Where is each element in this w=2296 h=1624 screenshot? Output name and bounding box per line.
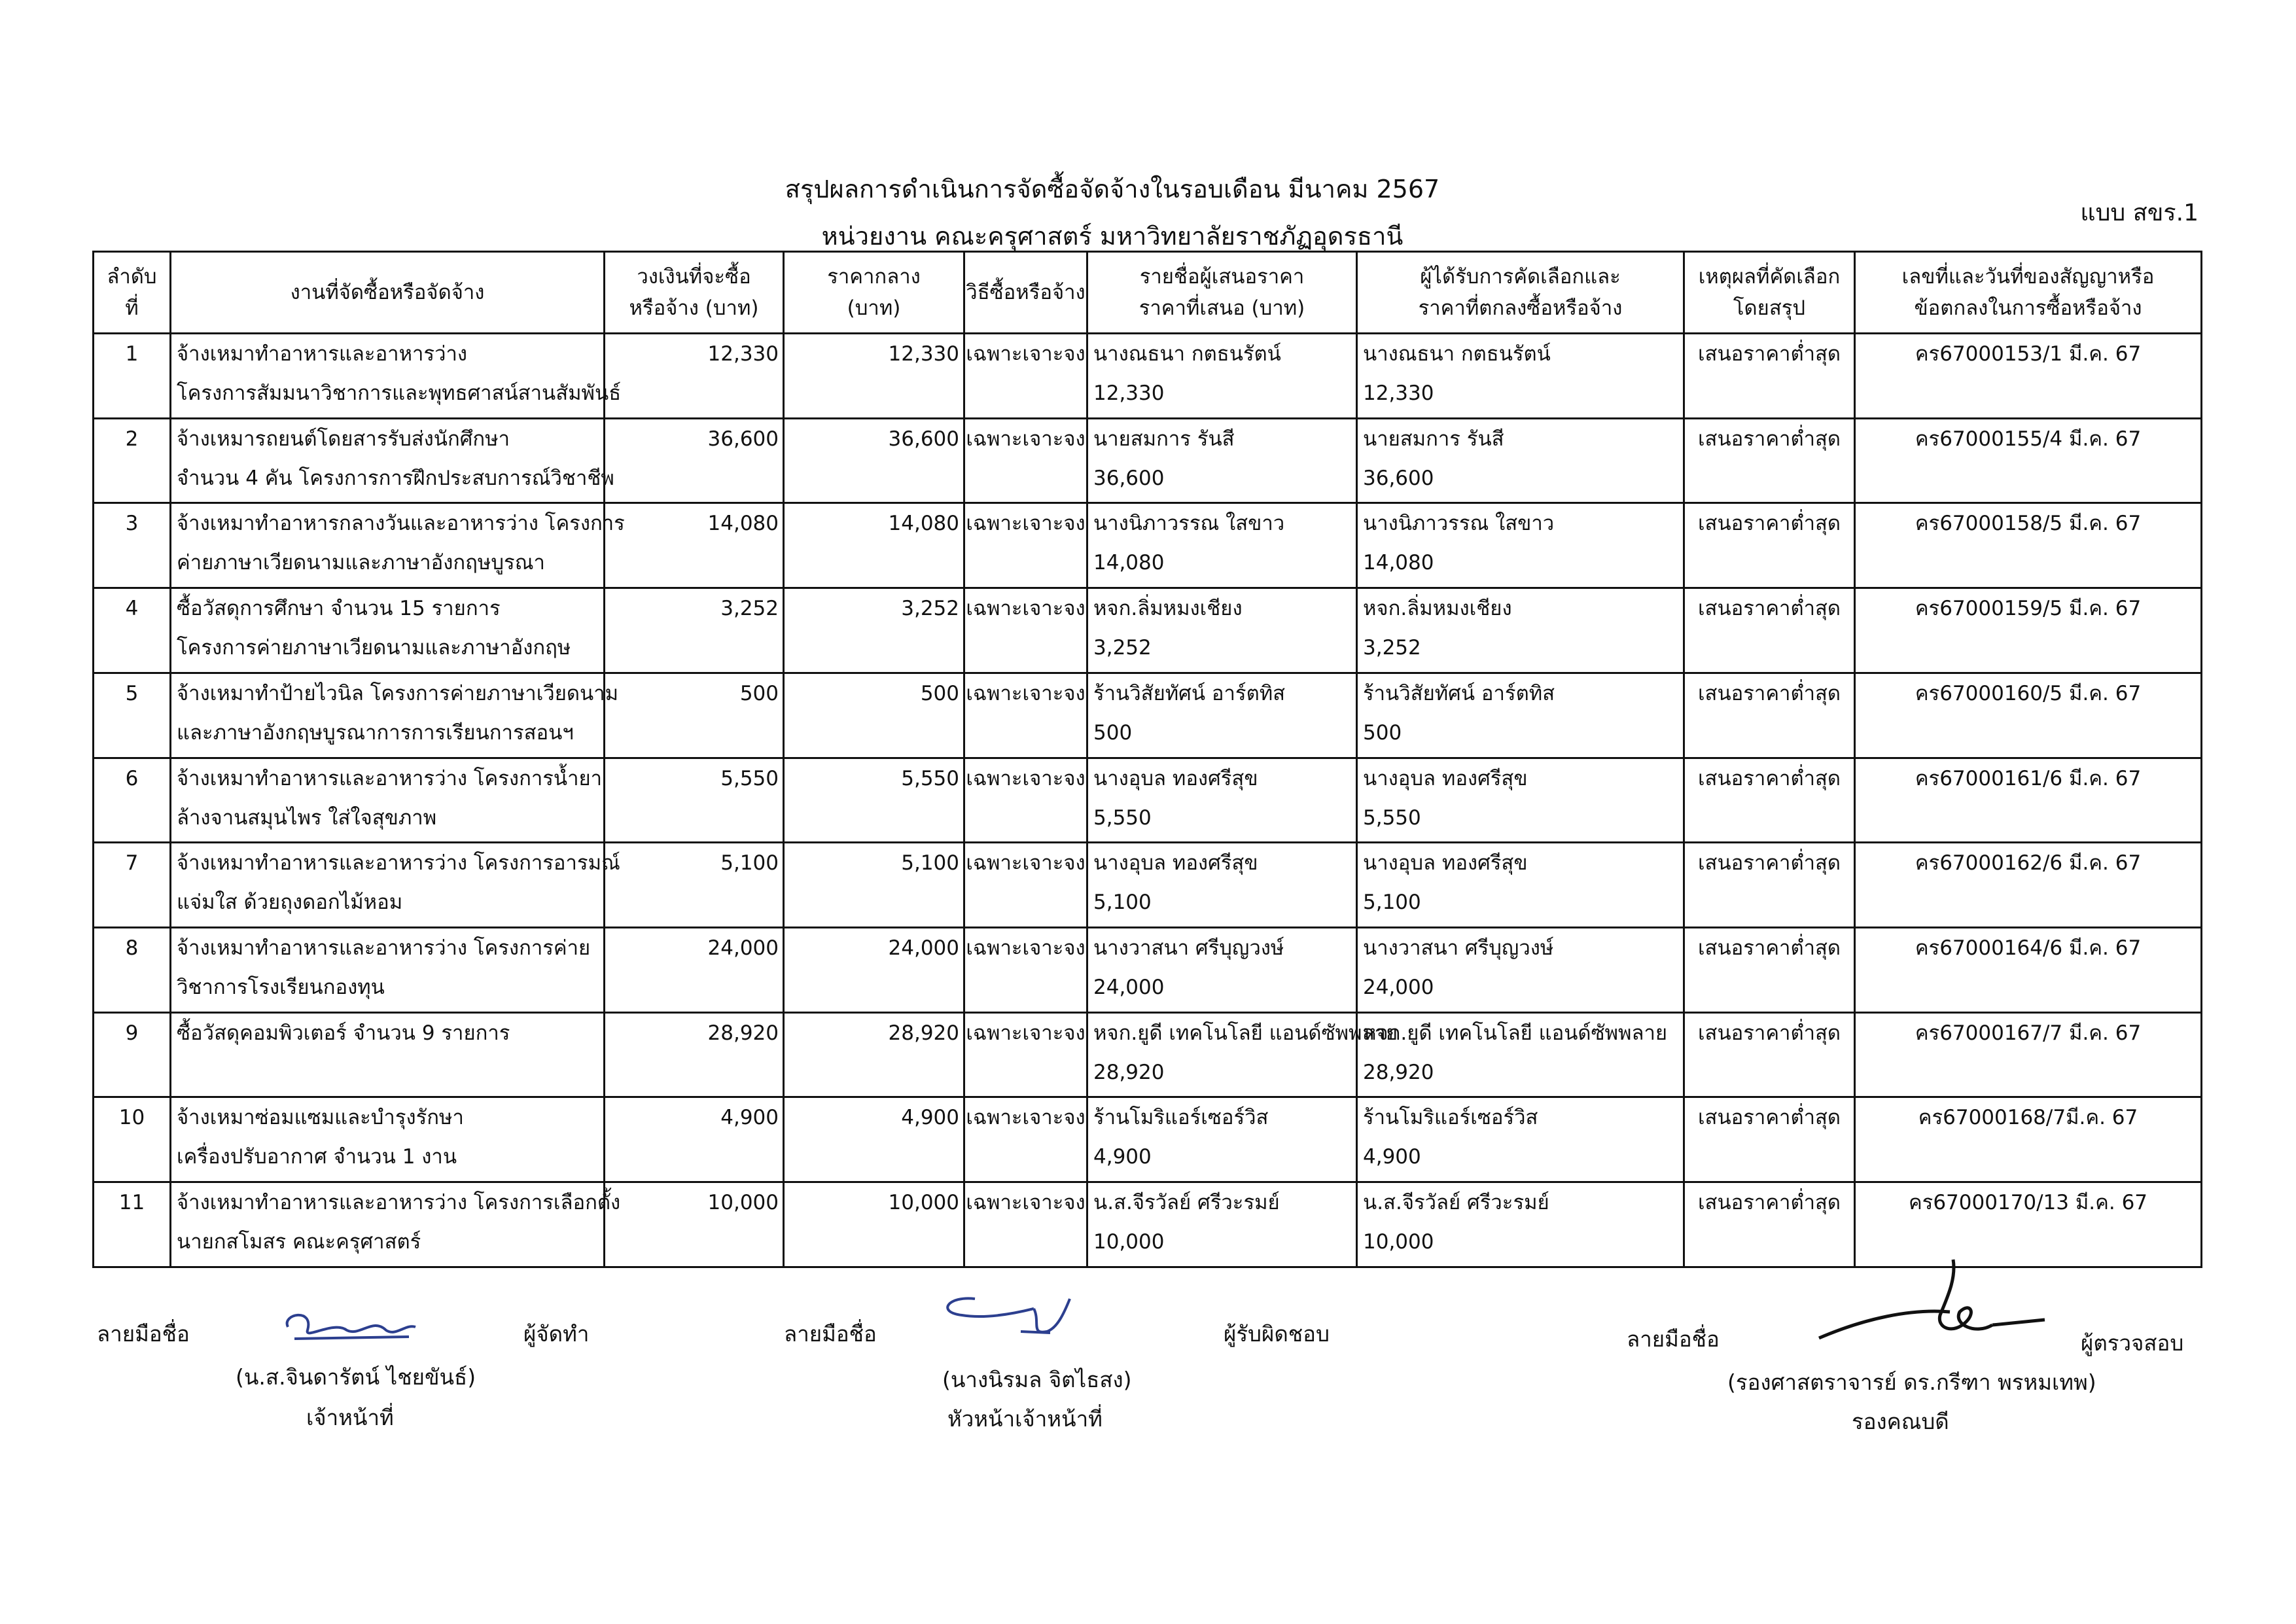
table-row	[94, 334, 2202, 419]
procurement-table	[92, 251, 2202, 1268]
cell-method: เฉพาะเจาะจง	[964, 503, 1087, 588]
table-row	[94, 758, 2202, 843]
middle-sign-position: หัวหน้าเจ้าหน้าที่	[947, 1406, 1103, 1432]
cell-no: 9	[94, 1012, 171, 1097]
cell-winner: หจก.ยูดี เทคโนโลยี แอนด์ซัพพลาย 28,920	[1357, 1012, 1684, 1097]
cell-budget: 36,600	[605, 418, 784, 503]
cell-no: 11	[94, 1182, 171, 1267]
cell-work: จ้างเหมารถยนต์โดยสารรับส่งนักศึกษา จำนวน 4 คัน โครงการการฝึกประสบการณ์วิชาชีพ	[171, 418, 605, 503]
cell-work: จ้างเหมาซ่อมแซมและบำรุงรักษา เครื่องปรับอากาศ จำนวน 1 งาน	[171, 1097, 605, 1182]
header-no: ลำดับ ที่	[94, 252, 171, 334]
cell-work: จ้างเหมาทำอาหารและอาหารว่าง โครงการค่าย วิชาการโรงเรียนกองทุน	[171, 928, 605, 1013]
middle-sign-role: ผู้รับผิดชอบ	[1224, 1321, 1330, 1347]
left-sign-label: ลายมือชื่อ	[97, 1321, 190, 1347]
cell-winner: หจก.ลิ่มหมงเชียง 3,252	[1357, 588, 1684, 673]
middle-sign-name: (นางนิรมล จิตไธสง)	[942, 1367, 1132, 1392]
cell-budget: 3,252	[605, 588, 784, 673]
cell-contract: คร67000164/6 มี.ค. 67	[1855, 928, 2202, 1013]
header-reason: เหตุผลที่คัดเลือก โดยสรุป	[1684, 252, 1855, 334]
table-row	[94, 588, 2202, 673]
right-sign-role: ผู้ตรวจสอบ	[2081, 1330, 2184, 1356]
left-sign-position: เจ้าหน้าที่	[306, 1405, 394, 1430]
cell-median: 14,080	[784, 503, 964, 588]
cell-budget: 5,550	[605, 758, 784, 843]
cell-method: เฉพาะเจาะจง	[964, 1097, 1087, 1182]
table-row	[94, 418, 2202, 503]
header-bidders: รายชื่อผู้เสนอราคา ราคาที่เสนอ (บาท)	[1087, 252, 1357, 334]
cell-contract: คร67000167/7 มี.ค. 67	[1855, 1012, 2202, 1097]
cell-median: 12,330	[784, 334, 964, 419]
cell-no: 8	[94, 928, 171, 1013]
header-work: งานที่จัดซื้อหรือจัดจ้าง	[171, 252, 605, 334]
cell-winner: นางวาสนา ศรีบุญวงษ์ 24,000	[1357, 928, 1684, 1013]
cell-method: เฉพาะเจาะจง	[964, 1012, 1087, 1097]
cell-contract: คร67000153/1 มี.ค. 67	[1855, 334, 2202, 419]
cell-bidder: ร้านวิสัยทัศน์ อาร์ตทิส 500	[1087, 673, 1357, 758]
form-code: แบบ สขร.1	[2080, 200, 2199, 226]
cell-bidder: ร้านโมริแอร์เซอร์วิส 4,900	[1087, 1097, 1357, 1182]
cell-no: 3	[94, 503, 171, 588]
table-row	[94, 928, 2202, 1013]
cell-contract: คร67000155/4 มี.ค. 67	[1855, 418, 2202, 503]
left-signature-image	[275, 1301, 425, 1353]
cell-method: เฉพาะเจาะจง	[964, 418, 1087, 503]
cell-bidder: นางอุบล ทองศรีสุข 5,100	[1087, 843, 1357, 928]
cell-work: จ้างเหมาทำป้ายไวนิล โครงการค่ายภาษาเวียดนาม และภาษาอังกฤษบูรณาการการเรียนการสอนฯ	[171, 673, 605, 758]
right-sign-name: (รองศาสตราจารย์ ดร.กรีฑา พรหมเทพ)	[1727, 1369, 2096, 1395]
cell-work: จ้างเหมาทำอาหารกลางวันและอาหารว่าง โครงการ ค่ายภาษาเวียดนามและภาษาอังกฤษบูรณา	[171, 503, 605, 588]
right-sign-label: ลายมือชื่อ	[1627, 1326, 1720, 1352]
cell-winner: นางอุบล ทองศรีสุข 5,550	[1357, 758, 1684, 843]
cell-winner: นายสมการ รันสี 36,600	[1357, 418, 1684, 503]
cell-median: 10,000	[784, 1182, 964, 1267]
cell-reason: เสนอราคาต่ำสุด	[1684, 588, 1855, 673]
cell-reason: เสนอราคาต่ำสุด	[1684, 334, 1855, 419]
cell-method: เฉพาะเจาะจง	[964, 673, 1087, 758]
page-subtitle: หน่วยงาน คณะครุศาสตร์ มหาวิทยาลัยราชภัฏอุดรธานี	[821, 222, 1404, 251]
cell-method: เฉพาะเจาะจง	[964, 588, 1087, 673]
cell-bidder: น.ส.จีรวัลย์ ศรีวะรมย์ 10,000	[1087, 1182, 1357, 1267]
cell-budget: 5,100	[605, 843, 784, 928]
cell-median: 5,100	[784, 843, 964, 928]
cell-contract: คร67000161/6 มี.ค. 67	[1855, 758, 2202, 843]
cell-contract: คร67000159/5 มี.ค. 67	[1855, 588, 2202, 673]
cell-no: 7	[94, 843, 171, 928]
cell-work: ซื้อวัสดุคอมพิวเตอร์ จำนวน 9 รายการ	[171, 1012, 605, 1097]
cell-no: 1	[94, 334, 171, 419]
cell-winner: นางนิภาวรรณ ใสขาว 14,080	[1357, 503, 1684, 588]
cell-bidder: หจก.ยูดี เทคโนโลยี แอนด์ซัพพลาย 28,920	[1087, 1012, 1357, 1097]
cell-reason: เสนอราคาต่ำสุด	[1684, 1012, 1855, 1097]
cell-budget: 500	[605, 673, 784, 758]
cell-reason: เสนอราคาต่ำสุด	[1684, 503, 1855, 588]
cell-method: เฉพาะเจาะจง	[964, 843, 1087, 928]
middle-signature-image	[936, 1286, 1080, 1351]
cell-work: จ้างเหมาทำอาหารและอาหารว่าง โครงการอารมณ์ แจ่มใส ด้วยถุงดอกไม้หอม	[171, 843, 605, 928]
header-median: ราคากลาง (บาท)	[784, 252, 964, 334]
cell-contract: คร67000158/5 มี.ค. 67	[1855, 503, 2202, 588]
left-sign-role: ผู้จัดทำ	[523, 1321, 590, 1347]
cell-budget: 14,080	[605, 503, 784, 588]
cell-no: 5	[94, 673, 171, 758]
cell-budget: 24,000	[605, 928, 784, 1013]
cell-work: จ้างเหมาทำอาหารและอาหารว่าง โครงการเลือกตั้ง นายกสโมสร คณะครุศาสตร์	[171, 1182, 605, 1267]
cell-bidder: นางวาสนา ศรีบุญวงษ์ 24,000	[1087, 928, 1357, 1013]
table-row	[94, 1097, 2202, 1182]
cell-median: 5,550	[784, 758, 964, 843]
cell-reason: เสนอราคาต่ำสุด	[1684, 928, 1855, 1013]
table-header-row	[94, 252, 2202, 334]
header-selected: ผู้ได้รับการคัดเลือกและ ราคาที่ตกลงซื้อหรือจ้าง	[1357, 252, 1684, 334]
cell-work: ซื้อวัสดุการศึกษา จำนวน 15 รายการ โครงการค่ายภาษาเวียดนามและภาษาอังกฤษ	[171, 588, 605, 673]
right-signature-image	[1812, 1253, 2055, 1351]
cell-reason: เสนอราคาต่ำสุด	[1684, 673, 1855, 758]
table-row	[94, 503, 2202, 588]
cell-winner: น.ส.จีรวัลย์ ศรีวะรมย์ 10,000	[1357, 1182, 1684, 1267]
cell-median: 3,252	[784, 588, 964, 673]
cell-median: 24,000	[784, 928, 964, 1013]
left-sign-name: (น.ส.จินดารัตน์ ไชยขันธ์)	[236, 1364, 476, 1390]
cell-median: 4,900	[784, 1097, 964, 1182]
header-method: วิธีซื้อหรือจ้าง	[964, 252, 1087, 334]
cell-bidder: นางอุบล ทองศรีสุข 5,550	[1087, 758, 1357, 843]
right-sign-position: รองคณบดี	[1852, 1409, 1949, 1434]
middle-sign-label: ลายมือชื่อ	[784, 1321, 877, 1347]
cell-work: จ้างเหมาทำอาหารและอาหารว่าง โครงการสัมมนาวิชาการและพุทธศาสน์สานสัมพันธ์	[171, 334, 605, 419]
cell-reason: เสนอราคาต่ำสุด	[1684, 843, 1855, 928]
cell-method: เฉพาะเจาะจง	[964, 758, 1087, 843]
cell-budget: 10,000	[605, 1182, 784, 1267]
header-budget: วงเงินที่จะซื้อ หรือจ้าง (บาท)	[605, 252, 784, 334]
cell-contract: คร67000162/6 มี.ค. 67	[1855, 843, 2202, 928]
page-title: สรุปผลการดำเนินการจัดซื้อจัดจ้างในรอบเดือน มีนาคม 2567	[785, 175, 1440, 203]
header-contract: เลขที่และวันที่ของสัญญาหรือ ข้อตกลงในการซื้อหรือจ้าง	[1855, 252, 2202, 334]
cell-contract: คร67000168/7มี.ค. 67	[1855, 1097, 2202, 1182]
cell-budget: 4,900	[605, 1097, 784, 1182]
cell-work: จ้างเหมาทำอาหารและอาหารว่าง โครงการน้ำยา ล้างจานสมุนไพร ใส่ใจสุขภาพ	[171, 758, 605, 843]
cell-bidder: นางนิภาวรรณ ใสขาว 14,080	[1087, 503, 1357, 588]
cell-reason: เสนอราคาต่ำสุด	[1684, 1182, 1855, 1267]
cell-reason: เสนอราคาต่ำสุด	[1684, 758, 1855, 843]
cell-method: เฉพาะเจาะจง	[964, 1182, 1087, 1267]
cell-contract: คร67000160/5 มี.ค. 67	[1855, 673, 2202, 758]
cell-winner: นางณธนา กตธนรัตน์ 12,330	[1357, 334, 1684, 419]
cell-no: 10	[94, 1097, 171, 1182]
cell-winner: ร้านวิสัยทัศน์ อาร์ตทิส 500	[1357, 673, 1684, 758]
cell-method: เฉพาะเจาะจง	[964, 928, 1087, 1013]
cell-method: เฉพาะเจาะจง	[964, 334, 1087, 419]
cell-contract: คร67000170/13 มี.ค. 67	[1855, 1182, 2202, 1267]
cell-winner: นางอุบล ทองศรีสุข 5,100	[1357, 843, 1684, 928]
table-row	[94, 843, 2202, 928]
table-row	[94, 673, 2202, 758]
cell-bidder: นายสมการ รันสี 36,600	[1087, 418, 1357, 503]
cell-budget: 28,920	[605, 1012, 784, 1097]
cell-winner: ร้านโมริแอร์เซอร์วิส 4,900	[1357, 1097, 1684, 1182]
cell-reason: เสนอราคาต่ำสุด	[1684, 418, 1855, 503]
cell-median: 500	[784, 673, 964, 758]
cell-no: 2	[94, 418, 171, 503]
cell-median: 36,600	[784, 418, 964, 503]
cell-no: 6	[94, 758, 171, 843]
cell-budget: 12,330	[605, 334, 784, 419]
cell-median: 28,920	[784, 1012, 964, 1097]
table-row	[94, 1012, 2202, 1097]
cell-reason: เสนอราคาต่ำสุด	[1684, 1097, 1855, 1182]
cell-no: 4	[94, 588, 171, 673]
cell-bidder: นางณธนา กตธนรัตน์ 12,330	[1087, 334, 1357, 419]
cell-bidder: หจก.ลิ่มหมงเชียง 3,252	[1087, 588, 1357, 673]
